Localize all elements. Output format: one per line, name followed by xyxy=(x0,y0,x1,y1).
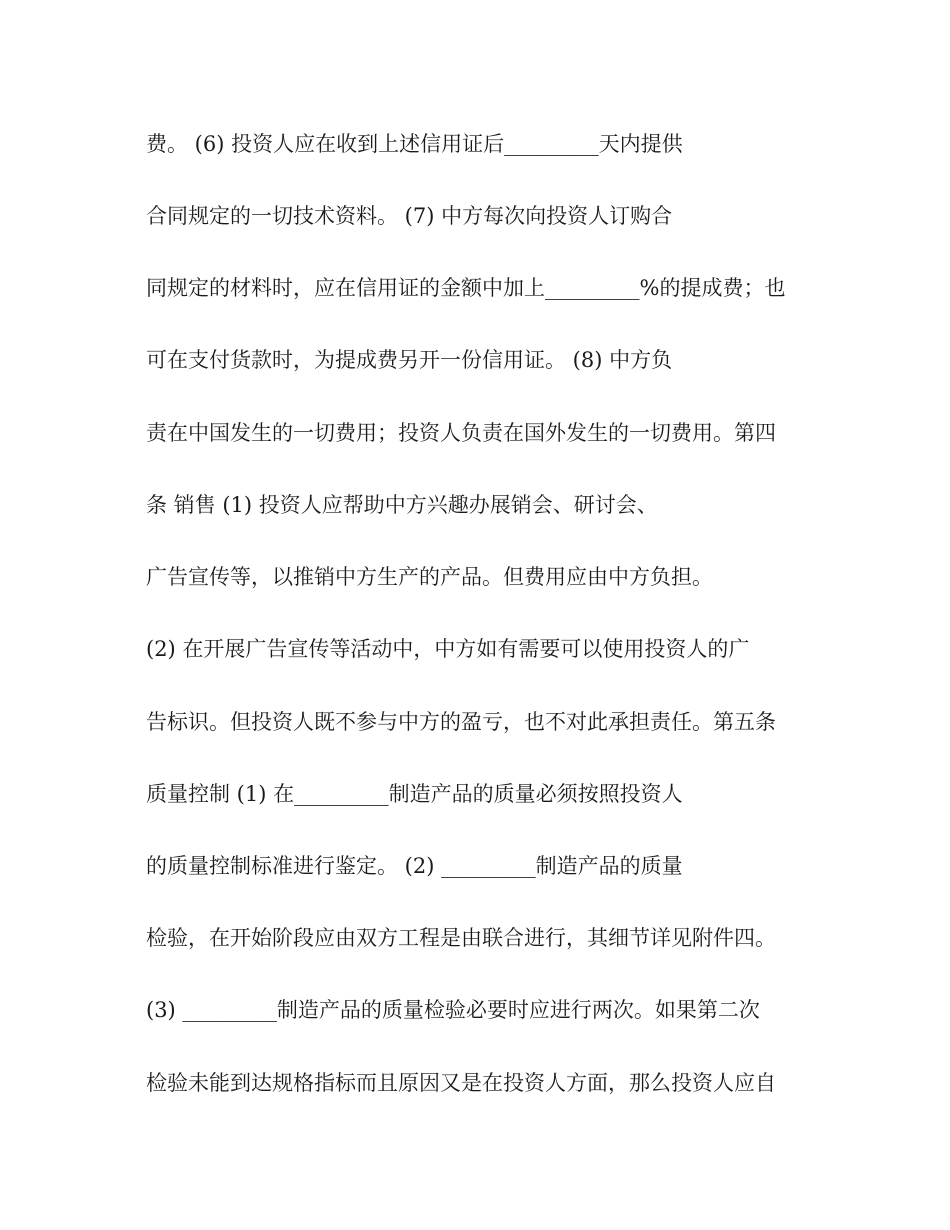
text-line: 合同规定的一切技术资料。 (7) 中方每次向投资人订购合 xyxy=(146,204,673,228)
text-line: (3) _________制造产品的质量检验必要时应进行两次。如果第二次 xyxy=(146,998,760,1022)
text-line: 广告宣传等，以推销中方生产的产品。但费用应由中方负担。 xyxy=(146,565,713,589)
text-line: 条 销售 (1) 投资人应帮助中方兴趣办展销会、研讨会、 xyxy=(146,493,658,517)
text-line: 检验，在开始阶段应由双方工程是由联合进行，其细节详见附件四。 xyxy=(146,926,776,950)
text-line: 检验未能到达规格指标而且原因又是在投资人方面，那么投资人应自 xyxy=(146,1071,776,1095)
text-line: 告标识。但投资人既不参与中方的盈亏，也不对此承担责任。第五条 xyxy=(146,710,776,734)
text-line: 费。 (6) 投资人应在收到上述信用证后_________天内提供 xyxy=(146,132,683,156)
text-line: 同规定的材料时，应在信用证的金额中加上_________%的提成费；也 xyxy=(146,276,786,300)
text-line: 可在支付货款时，为提成费另开一份信用证。 (8) 中方负 xyxy=(146,348,673,372)
text-line: (2) 在开展广告宣传等活动中，中方如有需要可以使用投资人的广 xyxy=(146,637,750,661)
text-line: 的质量控制标准进行鉴定。 (2) _________制造产品的质量 xyxy=(146,854,683,878)
text-line: 责在中国发生的一切费用；投资人负责在国外发生的一切费用。第四 xyxy=(146,421,776,445)
text-line: 质量控制 (1) 在_________制造产品的质量必须按照投资人 xyxy=(146,782,683,806)
